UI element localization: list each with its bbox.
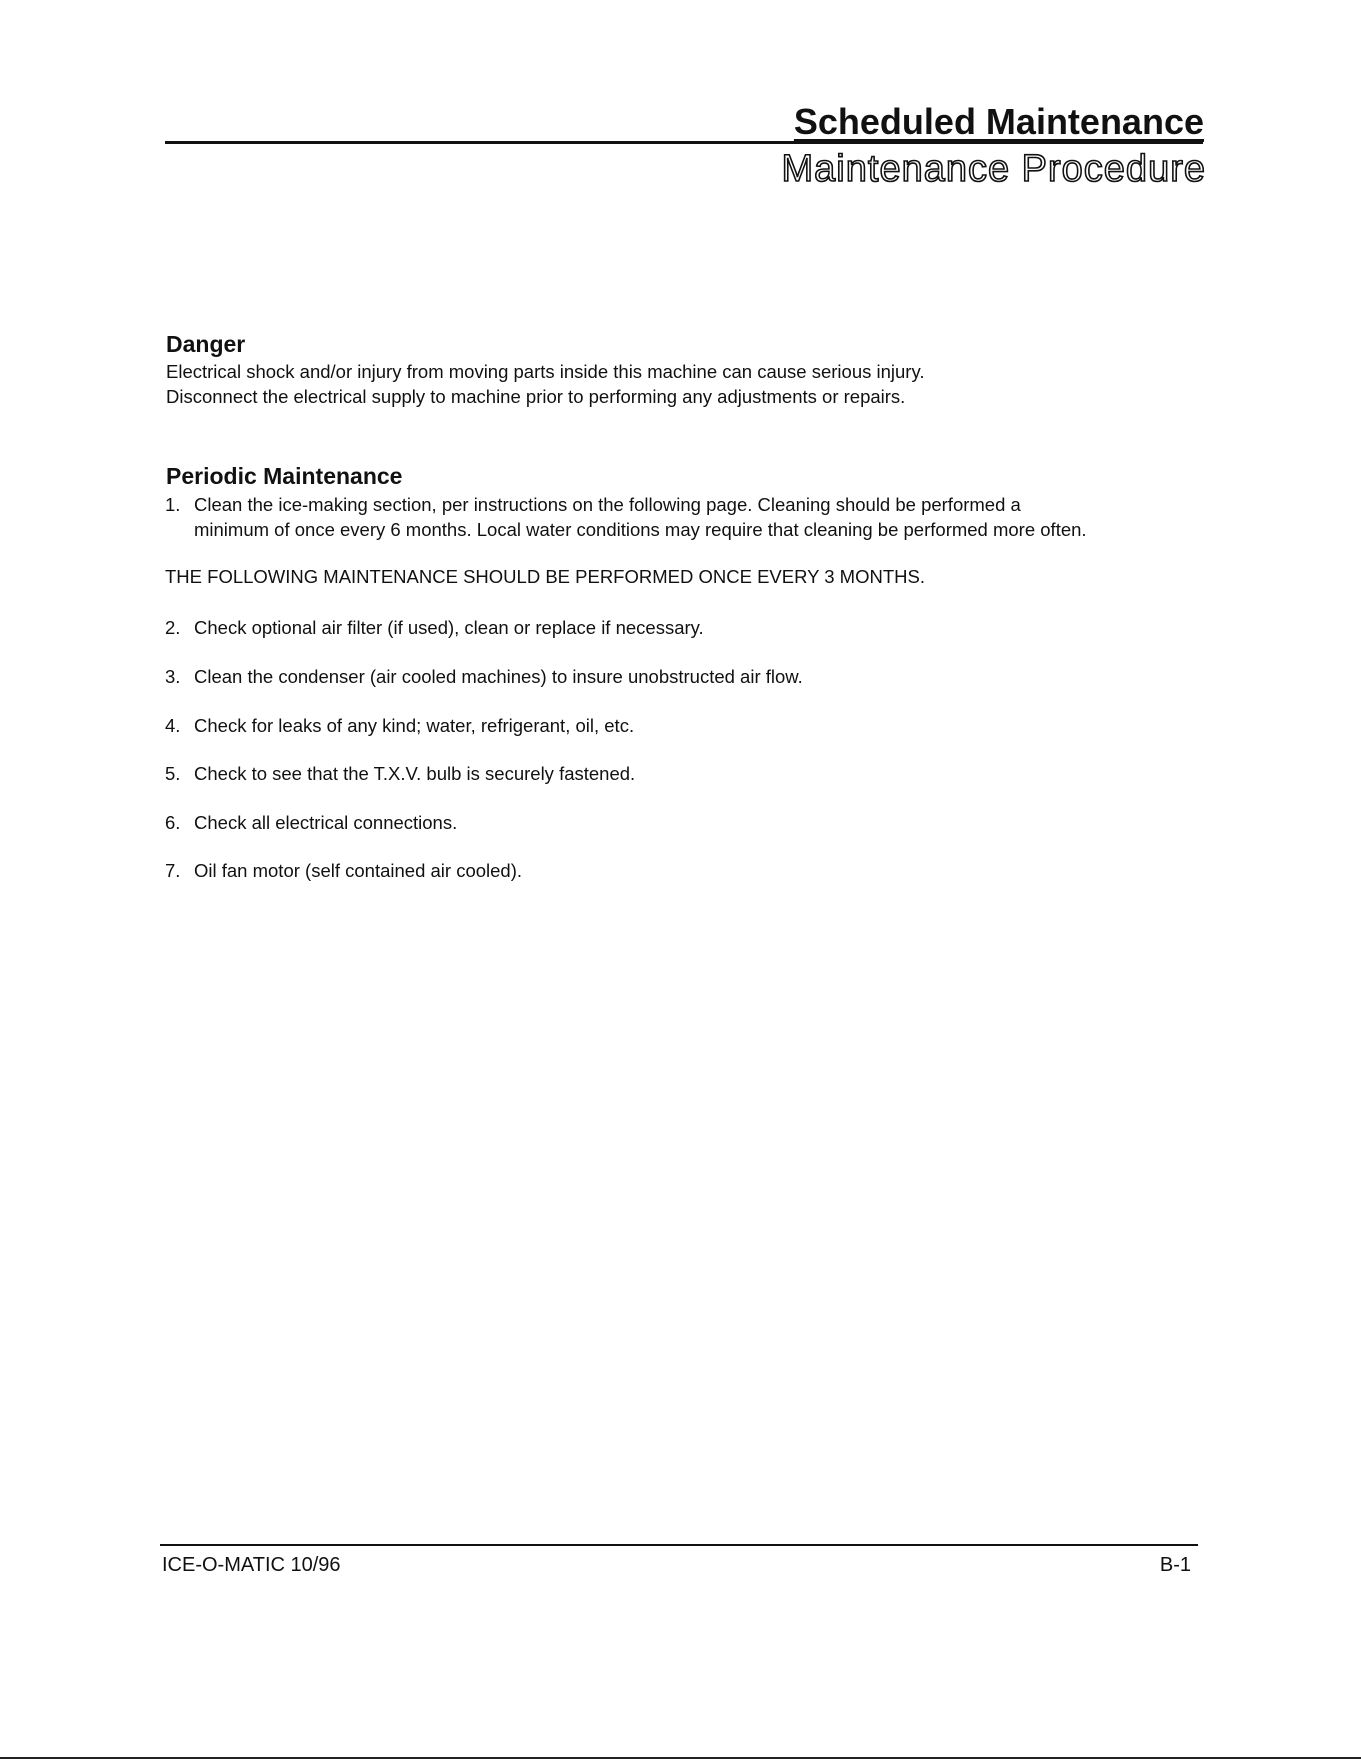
- list-item: Check optional air filter (if used), clean or replace if necessary.: [194, 617, 704, 638]
- danger-heading: Danger: [166, 331, 246, 357]
- list-item: Oil fan motor (self contained air cooled).: [194, 860, 523, 881]
- item-number: 1.: [165, 494, 181, 515]
- item-1-line-2: minimum of once every 6 months. Local water conditions may require that cleaning be performed more often.: [194, 519, 1087, 540]
- page-title: Scheduled Maintenance: [793, 101, 1204, 142]
- item-number: 3.: [165, 666, 181, 687]
- footer-rule: [160, 1544, 1198, 1546]
- quarterly-notice: THE FOLLOWING MAINTENANCE SHOULD BE PERFORMED ONCE EVERY 3 MONTHS.: [165, 566, 925, 587]
- scan-edge-line: [0, 1757, 1361, 1759]
- list-item: Check all electrical connections.: [194, 812, 458, 833]
- item-number: 4.: [165, 715, 181, 736]
- item-number: 2.: [165, 617, 181, 638]
- item-1-line-1: Clean the ice-making section, per instructions on the following page. Cleaning should be performed a: [194, 494, 1021, 515]
- list-item: Check for leaks of any kind; water, refrigerant, oil, etc.: [194, 715, 635, 736]
- danger-line-1: Electrical shock and/or injury from moving parts inside this machine can cause serious injury.: [166, 361, 925, 382]
- page-number: B-1: [1159, 1554, 1191, 1576]
- page-subtitle: Maintenance Procedure: [781, 148, 1206, 190]
- item-number: 5.: [165, 763, 181, 784]
- item-number: 7.: [165, 860, 181, 881]
- footer-publisher: ICE-O-MATIC 10/96: [162, 1554, 341, 1576]
- list-item: Check to see that the T.X.V. bulb is securely fastened.: [194, 763, 636, 784]
- danger-line-2: Disconnect the electrical supply to machine prior to performing any adjustments or repairs.: [166, 386, 906, 407]
- list-item: Clean the condenser (air cooled machines) to insure unobstructed air flow.: [194, 666, 803, 687]
- item-number: 6.: [165, 812, 181, 833]
- periodic-maintenance-heading: Periodic Maintenance: [166, 463, 403, 489]
